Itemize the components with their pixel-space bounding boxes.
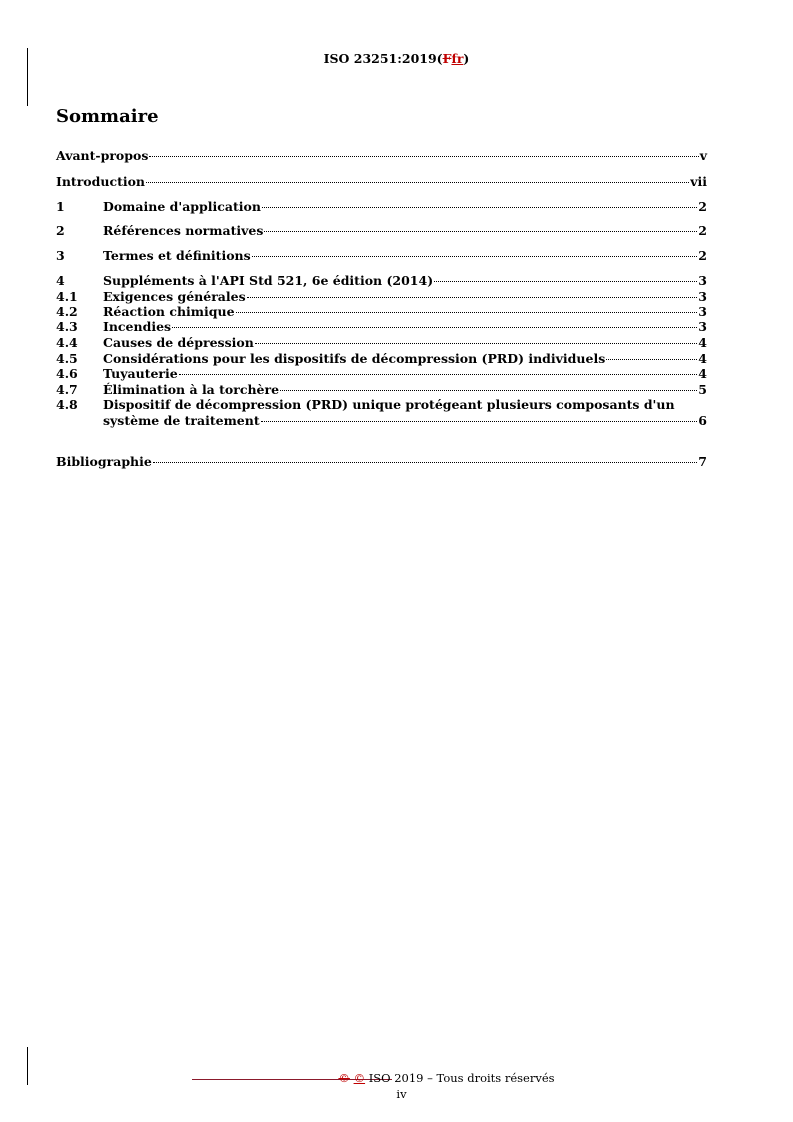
page-number: iv [396, 1087, 407, 1101]
toc-leader [149, 155, 698, 157]
toc-entry-number: 2 [56, 223, 65, 238]
toc-leader [264, 230, 697, 232]
header-doc-id: ISO 23251:2019( [323, 51, 443, 66]
footer-inserted-copyright: © [353, 1071, 366, 1085]
toc-entry-page: 2 [698, 248, 707, 263]
toc-entry-4-6[interactable] [56, 366, 707, 381]
toc-entry-number: 4.3 [56, 319, 78, 334]
toc-entry-text: Exigences générales [103, 289, 246, 304]
toc-entry-text: Élimination à la torchère [103, 382, 280, 397]
toc-entry-1[interactable] [56, 199, 707, 214]
toc-entry-line-1 [56, 398, 707, 411]
toc-entry-number: 4.1 [56, 289, 78, 304]
page-title: Sommaire [56, 106, 159, 127]
toc-entry-number: 4.6 [56, 366, 78, 381]
toc-entry-text: Bibliographie [56, 454, 152, 469]
toc-entry-text: Introduction [56, 174, 146, 189]
toc-entry-4-1[interactable] [56, 289, 707, 304]
toc-entry-text: Causes de dépression [103, 335, 254, 350]
toc-entry-number: 4 [56, 273, 65, 288]
toc-entry-text: Termes et définitions [103, 248, 251, 263]
toc-entry-page: 3 [698, 304, 707, 319]
toc-entry-text: Références normatives [103, 223, 264, 238]
toc-entry-introduction[interactable] [56, 174, 707, 189]
toc-entry-text: Réaction chimique [103, 304, 235, 319]
toc-entry-bibliographie[interactable] [56, 454, 707, 469]
toc-entry-text: Dispositif de décompression (PRD) unique protégeant plusieurs composants d'un [103, 397, 675, 412]
toc-leader [172, 326, 697, 328]
document-header [0, 51, 793, 66]
toc-entry-number: 3 [56, 248, 65, 263]
toc-entry-number: 4.4 [56, 335, 78, 350]
toc-entry-page: 2 [698, 223, 707, 238]
toc-leader [434, 280, 697, 282]
toc-entry-number: 4.2 [56, 304, 78, 319]
toc-entry-4-7[interactable] [56, 382, 707, 397]
toc-entry-3[interactable] [56, 248, 707, 263]
toc-entry-page: 4 [698, 335, 707, 350]
toc-entry-4-5[interactable] [56, 351, 707, 366]
toc-leader [146, 181, 689, 183]
header-inserted-lang: fr [451, 51, 464, 66]
toc-entry-text: Suppléments à l'API Std 521, 6e édition (2014) [103, 273, 434, 288]
toc-leader [606, 358, 697, 360]
toc-entry-4-4[interactable] [56, 335, 707, 350]
toc-entry-number: 4.7 [56, 382, 78, 397]
toc-entry-avant-propos[interactable] [56, 148, 707, 163]
toc-entry-page: 5 [698, 382, 707, 397]
toc-entry-text-continued: système de traitement [103, 413, 260, 428]
toc-entry-number: 4.5 [56, 351, 78, 366]
toc-entry-page: 3 [698, 273, 707, 288]
toc-leader [252, 255, 698, 257]
toc-entry-4-2[interactable] [56, 304, 707, 319]
toc-entry-page: vii [690, 174, 707, 189]
toc-leader [179, 373, 698, 375]
toc-entry-4-8[interactable] [56, 398, 707, 427]
toc-entry-number: 4.8 [56, 397, 78, 412]
toc-leader [247, 296, 698, 298]
toc-entry-4-3[interactable] [56, 319, 707, 334]
toc-entry-2[interactable] [56, 223, 707, 238]
toc-entry-page: 4 [698, 351, 707, 366]
header-close: ) [463, 51, 470, 66]
toc-entry-page: 2 [698, 199, 707, 214]
toc-leader [280, 389, 697, 391]
toc-entry-page: 3 [698, 319, 707, 334]
toc-entry-text: Domaine d'application [103, 199, 261, 214]
page-footer [0, 1071, 793, 1085]
toc-entry-text: Incendies [103, 319, 172, 334]
toc-leader [236, 311, 698, 313]
footer-deleted-copyright: © [338, 1071, 350, 1085]
toc-entry-text: Avant-propos [56, 148, 149, 163]
toc-entry-page: 7 [698, 454, 707, 469]
toc-entry-line-2 [56, 414, 707, 427]
toc-leader [153, 461, 697, 463]
toc-entry-text: Considérations pour les dispositifs de décompression (PRD) individuels [103, 351, 606, 366]
toc-entry-page: 4 [698, 366, 707, 381]
toc-entry-page: 3 [698, 289, 707, 304]
footer-copyright-text: ISO 2019 – Tous droits réservés [365, 1071, 555, 1085]
toc-entry-text: Tuyauterie [103, 366, 178, 381]
toc-entry-page: v [699, 148, 707, 163]
toc-leader [261, 420, 698, 422]
toc-leader [262, 206, 697, 208]
header-deleted-lang: F [442, 51, 452, 66]
toc-entry-4[interactable] [56, 273, 707, 288]
toc-entry-page: 6 [698, 413, 707, 428]
toc-leader [255, 342, 698, 344]
toc-entry-number: 1 [56, 199, 65, 214]
